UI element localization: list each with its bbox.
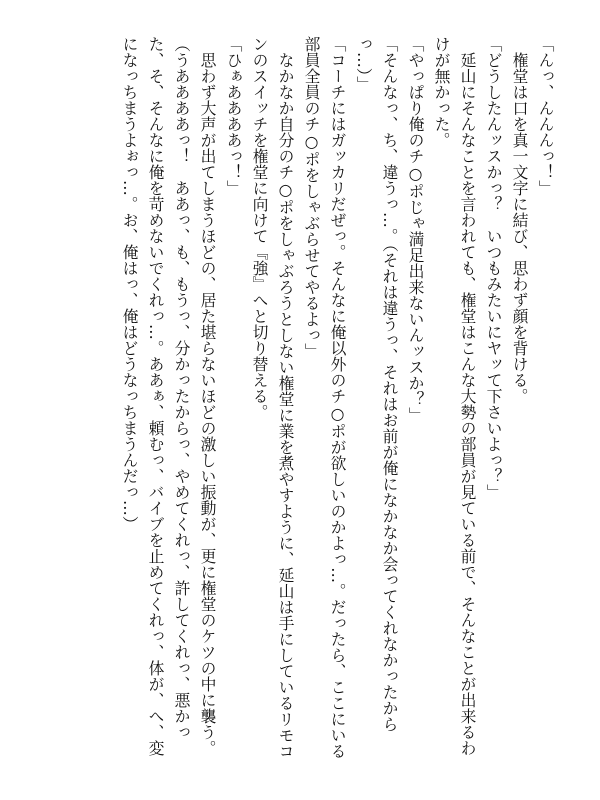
text-line: 「そんなっ、ち、違うっ…。（それは違うっ、それはお前が俺になかなか会ってくれなかったからっ…）」 (354, 36, 399, 733)
vertical-text-body (38, 36, 558, 766)
text-line: 思わず大声が出てしまうほどの、居た堪らないほどの激しい振動が、更に権堂のケツの中に襲う。 (198, 36, 217, 756)
text-line: （うああああっ！ ああっ、も、もうっ、分かったからっ、やめてくれっ、許してくれっ、悪かった、そ、そんなに俺を苛めないでくれっ…。ああぁ、頼むっ、バイブを止めてくれっ、体が、へ、変になっちまうよぉっ…。お、俺はっ、俺はどうなっちまうんだっ…） (120, 36, 191, 756)
text-line: なかなか自分のチ○ポをしゃぶろうとしない権堂に業を煮やすように、延山は手にしているリモコンのスイッチを権堂に向けて『強』へと切り替える。 (250, 36, 295, 760)
text-line: 「どうしたんッスかっ？ いつもみたいにヤッて下さいよっ？」 (484, 36, 503, 500)
text-line: 「コーチにはガッカリだぜっ。そんなに俺以外のチ○ポが欲しいのかよっ…。だったら、ここにいる部員全員のチ○ポをしゃぶらせてやるよっ」 (302, 36, 347, 760)
text-line: 「ひぁああああっ！」 (224, 36, 243, 196)
text-line: 「やっぱり俺のチ○ポじゃ満足出来ないんッスか？」 (406, 36, 425, 424)
text-line: 延山にそんなことを言われても、権堂はこんな大勢の部員が見ている前で、そんなことが出来るわけが無かった。 (432, 36, 477, 756)
text-line: 「んっ、んんんっ！」 (536, 36, 555, 196)
text-line: 権堂は口を真一文字に結び、思わず顔を背ける。 (510, 36, 529, 404)
